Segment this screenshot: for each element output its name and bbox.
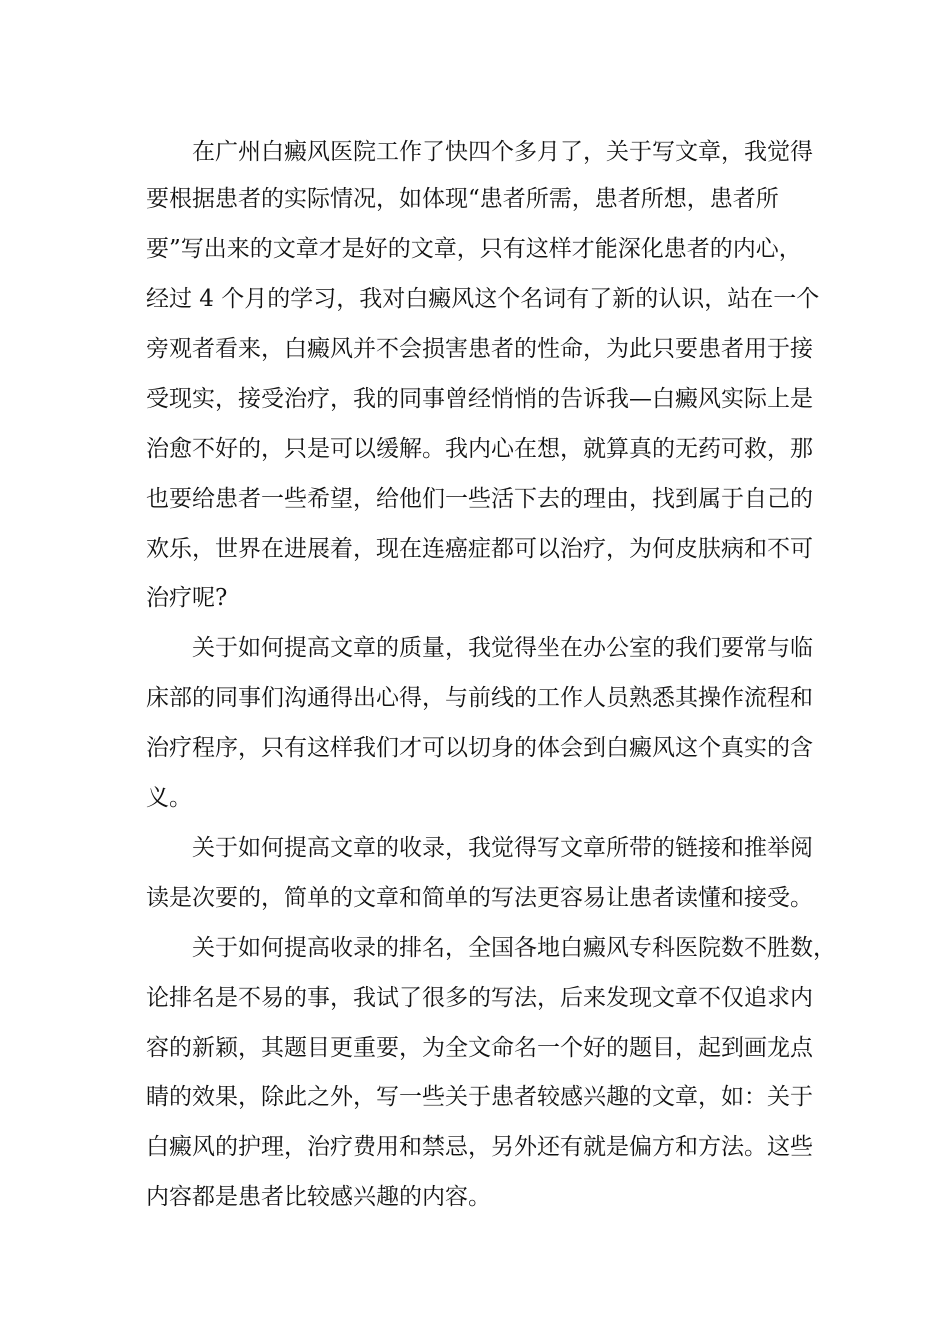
paragraph-line: 也要给患者一些希望，给他们一些活下去的理由，找到属于自己的: [146, 486, 813, 512]
paragraph-line: 关于如何提高文章的质量，我觉得坐在办公室的我们要常与临: [192, 635, 813, 661]
paragraph-line: 容的新颖，其题目更重要，为全文命名一个好的题目，起到画龙点: [146, 1035, 813, 1061]
paragraph-line: 在广州白癜风医院工作了快四个多月了，关于写文章，我觉得: [192, 139, 813, 165]
paragraph-line: 论排名是不易的事，我试了很多的写法，后来发现文章不仅追求内: [146, 985, 813, 1011]
paragraph-line: 读是次要的，简单的文章和简单的写法更容易让患者读懂和接受。: [146, 885, 813, 911]
paragraph-line: 要根据患者的实际情况，如体现“患者所需，患者所想，患者所: [146, 186, 779, 212]
paragraph-line: 关于如何提高收录的排名，全国各地白癜风专科医院数不胜数，: [192, 935, 836, 961]
paragraph-line: 白癜风的护理，治疗费用和禁忌，另外还有就是偏方和方法。这些: [146, 1134, 813, 1160]
paragraph-line: 旁观者看来，白癜风并不会损害患者的性命，为此只要患者用于接: [146, 336, 813, 362]
paragraph-line: 治愈不好的，只是可以缓解。我内心在想，就算真的无药可救，那: [146, 436, 813, 462]
paragraph-line: 经过 4 个月的学习，我对白癜风这个名词有了新的认识，站在一个: [146, 286, 820, 312]
paragraph-line: 治疗程序，只有这样我们才可以切身的体会到白癜风这个真实的含: [146, 735, 813, 761]
paragraph-line: 要”写出来的文章才是好的文章，只有这样才能深化患者的内心，: [146, 236, 802, 262]
paragraph-line: 睛的效果，除此之外，写一些关于患者较感兴趣的文章，如：关于: [146, 1084, 813, 1110]
paragraph-line: 内容都是患者比较感兴趣的内容。: [146, 1184, 491, 1210]
paragraph-line: 关于如何提高文章的收录，我觉得写文章所带的链接和推举阅: [192, 835, 813, 861]
paragraph-line: 床部的同事们沟通得出心得，与前线的工作人员熟悉其操作流程和: [146, 685, 813, 711]
paragraph-line: 治疗呢?: [146, 585, 228, 611]
paragraph-line: 受现实，接受治疗，我的同事曾经悄悄的告诉我—白癜风实际上是: [146, 386, 813, 412]
paragraph-line: 欢乐，世界在进展着，现在连癌症都可以治疗，为何皮肤病和不可: [146, 536, 813, 562]
paragraph-line: 义。: [146, 785, 192, 811]
